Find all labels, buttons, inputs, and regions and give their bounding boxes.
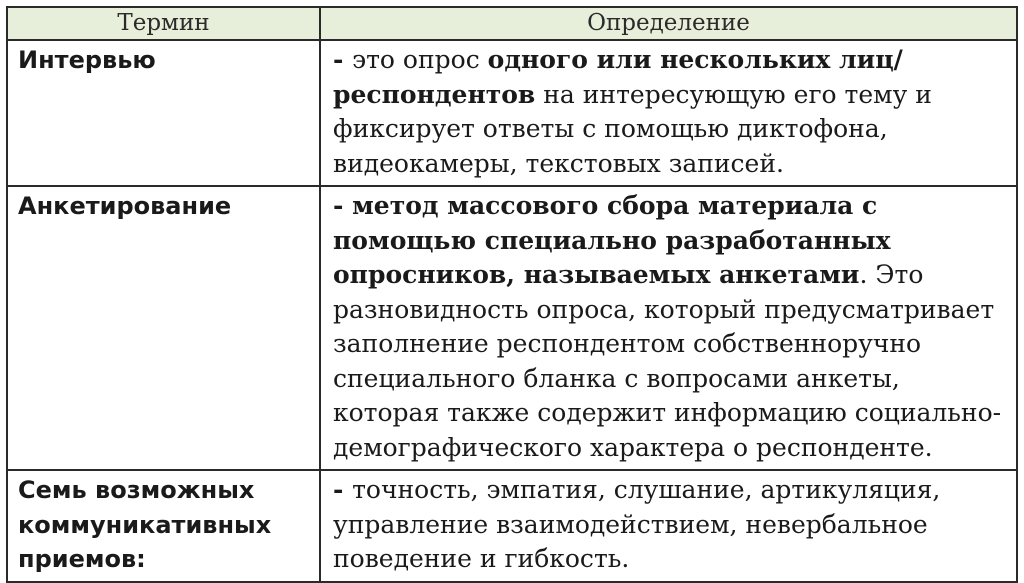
definition-fragment: . Это разновидность опроса, который предусматривает заполнение респондентом собственноручно специального бланка с вопросами анкеты, которая также содержит информацию социально-демографического характера о респонденте. <box>333 260 1002 462</box>
definition-fragment: - <box>333 475 353 504</box>
term-cell: Семь возможных коммуникативных приемов: <box>7 470 320 582</box>
term-cell: Анкетирование <box>7 186 320 470</box>
table-row <box>7 40 1017 186</box>
table-body <box>7 40 1017 582</box>
definition-fragment: точность, эмпатия, слушание, артикуляция, управление взаимодействием, невербальное поведение и гибкость. <box>333 475 941 573</box>
definition-fragment: на интересующую его тему и фиксирует ответы с помощью диктофона, видеокамеры, текстовых записей. <box>333 79 932 178</box>
definitions-table <box>6 6 1018 583</box>
definition-cell <box>320 40 1017 186</box>
header-definition: Определение <box>320 7 1017 40</box>
table-row <box>7 186 1017 470</box>
table-header <box>7 7 1017 40</box>
term-cell: Интервью <box>7 40 320 186</box>
header-term: Термин <box>7 7 320 40</box>
definition-fragment: - метод массового сбора материала с помощью специально разработанных опросников, называемых анкетами <box>333 191 891 289</box>
definition-fragment: это опрос <box>352 45 488 74</box>
definition-cell <box>320 470 1017 582</box>
definition-fragment: - <box>333 45 353 74</box>
definition-cell <box>320 186 1017 470</box>
table-row <box>7 470 1017 582</box>
header-row <box>7 7 1017 40</box>
definition-fragment: одного или нескольких лиц/респондентов <box>333 45 903 109</box>
